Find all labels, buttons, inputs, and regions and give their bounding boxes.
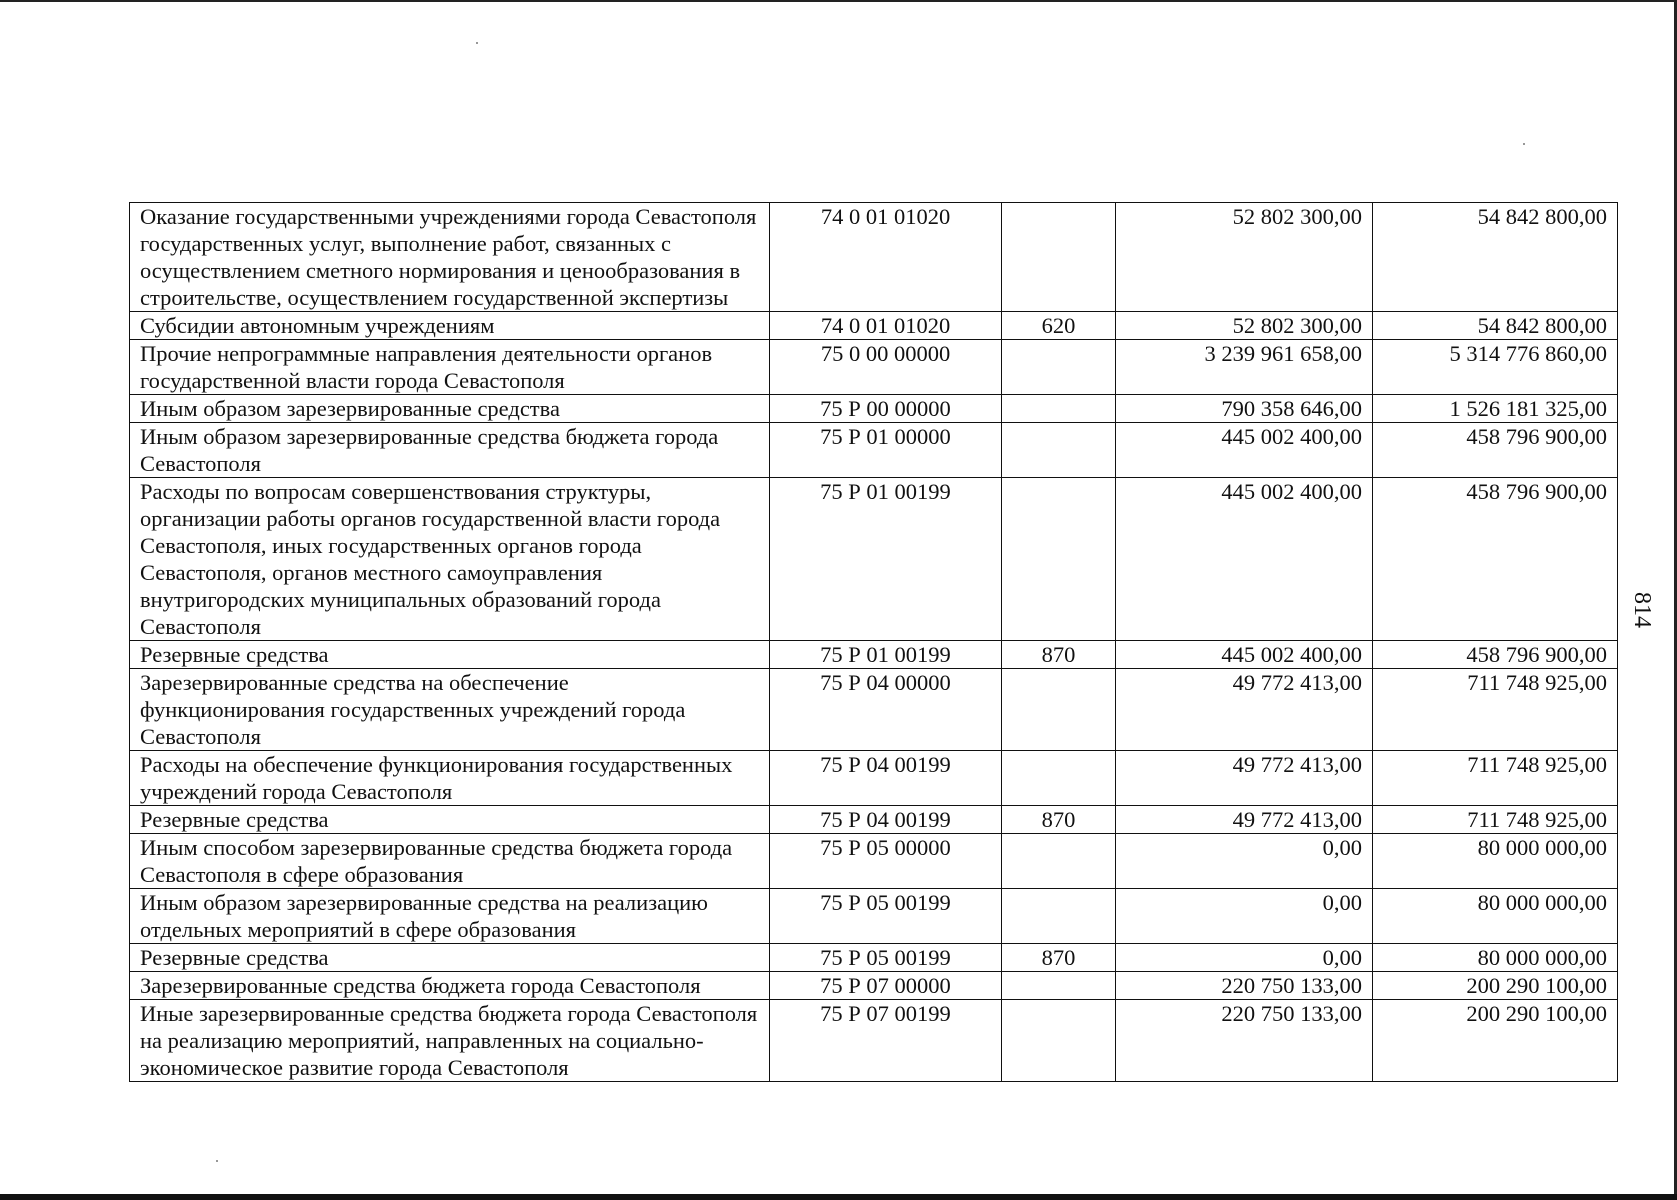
target-code-cell: 75 Р 05 00000 [770, 834, 1002, 889]
amount-first-year-cell: 49 772 413,00 [1116, 806, 1373, 834]
expense-type-cell [1002, 340, 1116, 395]
amount-second-year-cell: 711 748 925,00 [1373, 806, 1618, 834]
amount-second-year-cell: 54 842 800,00 [1373, 203, 1618, 312]
target-code-cell: 75 Р 04 00000 [770, 669, 1002, 751]
expense-name-cell: Иным способом зарезервированные средства бюджета города Севастополя в сфере образования [130, 834, 770, 889]
table-row [130, 944, 1618, 972]
table-row [130, 423, 1618, 478]
amount-first-year-cell: 49 772 413,00 [1116, 751, 1373, 806]
expense-type-cell: 870 [1002, 806, 1116, 834]
amount-second-year-cell: 80 000 000,00 [1373, 889, 1618, 944]
expense-type-cell: 620 [1002, 312, 1116, 340]
amount-first-year-cell: 445 002 400,00 [1116, 641, 1373, 669]
amount-second-year-cell: 458 796 900,00 [1373, 423, 1618, 478]
amount-first-year-cell: 0,00 [1116, 889, 1373, 944]
amount-first-year-cell: 790 358 646,00 [1116, 395, 1373, 423]
target-code-cell: 75 Р 07 00000 [770, 972, 1002, 1000]
amount-second-year-cell: 5 314 776 860,00 [1373, 340, 1618, 395]
amount-second-year-cell: 711 748 925,00 [1373, 751, 1618, 806]
table-row [130, 889, 1618, 944]
table-row [130, 312, 1618, 340]
amount-second-year-cell: 200 290 100,00 [1373, 972, 1618, 1000]
target-code-cell: 75 Р 05 00199 [770, 944, 1002, 972]
expense-name-cell: Иным образом зарезервированные средства бюджета города Севастополя [130, 423, 770, 478]
expense-type-cell [1002, 203, 1116, 312]
expense-name-cell: Резервные средства [130, 806, 770, 834]
table-row [130, 806, 1618, 834]
target-code-cell: 74 0 01 01020 [770, 312, 1002, 340]
table-row [130, 478, 1618, 641]
expense-name-cell: Расходы на обеспечение функционирования государственных учреждений города Севастополя [130, 751, 770, 806]
expense-type-cell: 870 [1002, 944, 1116, 972]
expense-name-cell: Зарезервированные средства на обеспечение функционирования государственных учреждений города Севастополя [130, 669, 770, 751]
amount-first-year-cell: 3 239 961 658,00 [1116, 340, 1373, 395]
amount-first-year-cell: 220 750 133,00 [1116, 972, 1373, 1000]
amount-second-year-cell: 200 290 100,00 [1373, 1000, 1618, 1082]
expense-type-cell [1002, 889, 1116, 944]
scan-speck [476, 42, 478, 44]
expense-type-cell [1002, 395, 1116, 423]
table-row [130, 972, 1618, 1000]
expense-type-cell [1002, 478, 1116, 641]
amount-first-year-cell: 0,00 [1116, 834, 1373, 889]
expense-name-cell: Иным образом зарезервированные средства на реализацию отдельных мероприятий в сфере образования [130, 889, 770, 944]
expense-name-cell: Зарезервированные средства бюджета города Севастополя [130, 972, 770, 1000]
budget-table [129, 202, 1618, 1082]
amount-first-year-cell: 445 002 400,00 [1116, 478, 1373, 641]
table-row [130, 395, 1618, 423]
target-code-cell: 75 Р 04 00199 [770, 751, 1002, 806]
table-row [130, 1000, 1618, 1082]
table-row [130, 203, 1618, 312]
expense-type-cell [1002, 751, 1116, 806]
expense-type-cell [1002, 669, 1116, 751]
amount-second-year-cell: 458 796 900,00 [1373, 641, 1618, 669]
target-code-cell: 75 Р 07 00199 [770, 1000, 1002, 1082]
expense-name-cell: Субсидии автономным учреждениям [130, 312, 770, 340]
expense-type-cell [1002, 834, 1116, 889]
amount-second-year-cell: 80 000 000,00 [1373, 834, 1618, 889]
target-code-cell: 75 0 00 00000 [770, 340, 1002, 395]
amount-second-year-cell: 1 526 181 325,00 [1373, 395, 1618, 423]
amount-first-year-cell: 0,00 [1116, 944, 1373, 972]
expense-type-cell [1002, 1000, 1116, 1082]
amount-second-year-cell: 80 000 000,00 [1373, 944, 1618, 972]
table-row [130, 669, 1618, 751]
target-code-cell: 75 Р 05 00199 [770, 889, 1002, 944]
target-code-cell: 74 0 01 01020 [770, 203, 1002, 312]
target-code-cell: 75 Р 00 00000 [770, 395, 1002, 423]
expense-name-cell: Прочие непрограммные направления деятельности органов государственной власти города Севастополя [130, 340, 770, 395]
table-row [130, 751, 1618, 806]
amount-first-year-cell: 52 802 300,00 [1116, 203, 1373, 312]
table-row [130, 641, 1618, 669]
scan-speck [1523, 143, 1525, 145]
budget-table-body [130, 203, 1618, 1082]
amount-first-year-cell: 220 750 133,00 [1116, 1000, 1373, 1082]
table-row [130, 834, 1618, 889]
amount-second-year-cell: 458 796 900,00 [1373, 478, 1618, 641]
expense-name-cell: Оказание государственными учреждениями города Севастополя государственных услуг, выполнение работ, связанных с осуществлением сметного нормирования и ценообразования в строительстве, осуществлением государственной экспертизы [130, 203, 770, 312]
amount-first-year-cell: 445 002 400,00 [1116, 423, 1373, 478]
expense-type-cell [1002, 423, 1116, 478]
expense-type-cell: 870 [1002, 641, 1116, 669]
amount-second-year-cell: 54 842 800,00 [1373, 312, 1618, 340]
amount-first-year-cell: 52 802 300,00 [1116, 312, 1373, 340]
target-code-cell: 75 Р 04 00199 [770, 806, 1002, 834]
expense-name-cell: Резервные средства [130, 641, 770, 669]
target-code-cell: 75 Р 01 00000 [770, 423, 1002, 478]
expense-name-cell: Иные зарезервированные средства бюджета города Севастополя на реализацию мероприятий, направленных на социально-экономическое развитие города Севастополя [130, 1000, 770, 1082]
expense-type-cell [1002, 972, 1116, 1000]
amount-first-year-cell: 49 772 413,00 [1116, 669, 1373, 751]
expense-name-cell: Резервные средства [130, 944, 770, 972]
scan-top-edge [0, 0, 1677, 2]
target-code-cell: 75 Р 01 00199 [770, 478, 1002, 641]
expense-name-cell: Расходы по вопросам совершенствования структуры, организации работы органов государственной власти города Севастополя, иных государственных органов города Севастополя, органов местного самоуправления внутригородских муниципальных образований города Севастополя [130, 478, 770, 641]
page-number: 814 [1629, 592, 1656, 628]
scan-bottom-edge [0, 1194, 1677, 1200]
amount-second-year-cell: 711 748 925,00 [1373, 669, 1618, 751]
table-row [130, 340, 1618, 395]
scan-speck [216, 1160, 218, 1162]
expense-name-cell: Иным образом зарезервированные средства [130, 395, 770, 423]
target-code-cell: 75 Р 01 00199 [770, 641, 1002, 669]
